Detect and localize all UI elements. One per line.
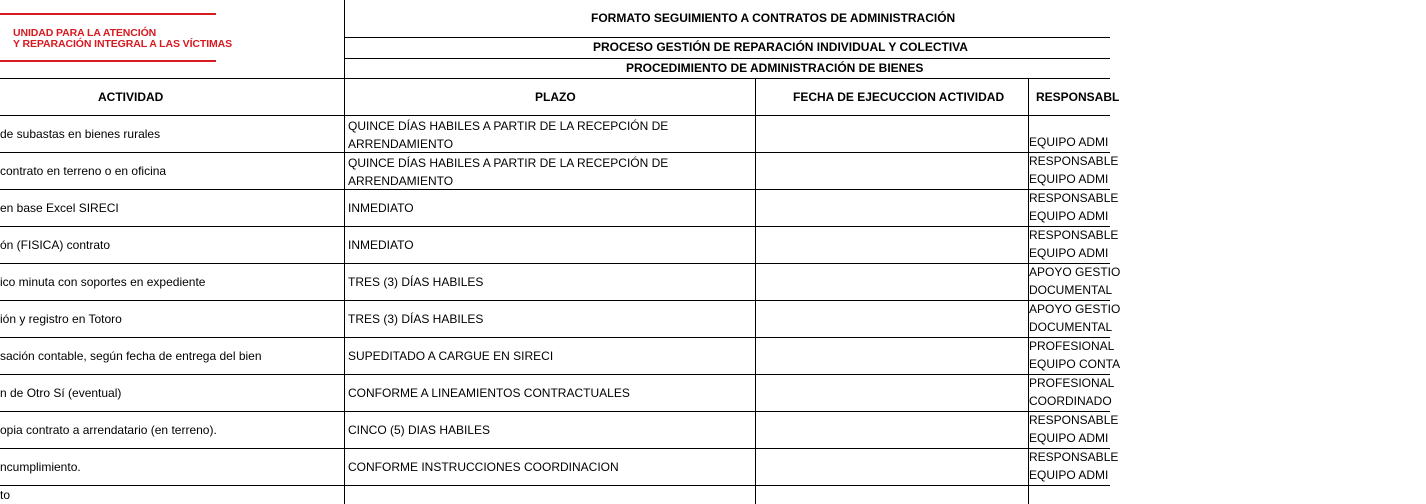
plazo-cell[interactable] (348, 227, 754, 264)
responsable-text-2: EQUIPO CONTA (1029, 357, 1121, 371)
responsable-text: PROFESIONAL (1029, 376, 1115, 390)
plazo-text-2: ARRENDAMIENTO (348, 174, 454, 188)
actividad-cell[interactable] (0, 412, 343, 449)
responsable-cell[interactable] (1029, 411, 1119, 448)
responsable-text: APOYO GESTIO (1029, 265, 1121, 279)
plazo-cell[interactable] (348, 116, 754, 153)
actividad-cell[interactable] (0, 486, 343, 504)
table-row (0, 227, 1119, 264)
column-header-plazo[interactable]: PLAZO (535, 90, 576, 104)
plazo-text: TRES (3) DÍAS HABILES (348, 312, 484, 326)
actividad-text: opia contrato a arrendatario (en terreno). (0, 423, 217, 437)
responsable-text: RESPONSABLE (1029, 228, 1119, 242)
column-header-fecha[interactable]: FECHA DE EJECUCCION ACTIVIDAD (793, 90, 1005, 104)
actividad-cell[interactable] (0, 338, 343, 375)
table-row (0, 153, 1119, 190)
table-row (0, 190, 1119, 227)
plazo-text: QUINCE DÍAS HABILES A PARTIR DE LA RECEPCIÓN DE (348, 156, 669, 170)
responsable-cell[interactable] (1029, 189, 1119, 226)
grid-line (0, 78, 1110, 79)
responsable-cell[interactable] (1029, 337, 1119, 374)
actividad-text: ico minuta con soportes en expediente (0, 275, 206, 289)
actividad-cell[interactable] (0, 375, 343, 412)
plazo-cell[interactable] (348, 375, 754, 412)
actividad-text: de subastas en bienes rurales (0, 127, 161, 141)
grid-line (344, 37, 1110, 38)
plazo-cell[interactable] (348, 190, 754, 227)
responsable-text (1029, 115, 1229, 133)
plazo-text: TRES (3) DÍAS HABILES (348, 275, 484, 289)
responsable-text: RESPONSABLE (1029, 154, 1119, 168)
responsable-text-2: EQUIPO ADMI (1029, 135, 1109, 149)
procedure-title: PROCEDIMIENTO DE ADMINISTRACIÓN DE BIENES (626, 61, 924, 75)
plazo-text: INMEDIATO (348, 238, 414, 252)
grid-line (344, 58, 1110, 59)
plazo-text: SUPEDITADO A CARGUE EN SIRECI (348, 349, 554, 363)
responsable-cell[interactable] (1029, 448, 1119, 485)
actividad-cell[interactable] (0, 190, 343, 227)
actividad-cell[interactable] (0, 449, 343, 486)
responsable-text-2: EQUIPO ADMI (1029, 172, 1109, 186)
table-row (0, 264, 1121, 301)
plazo-text: CONFORME INSTRUCCIONES COORDINACION (348, 460, 619, 474)
responsable-text-2: DOCUMENTAL (1029, 283, 1113, 297)
responsable-text: RESPONSABLE (1029, 191, 1119, 205)
plazo-text: CINCO (5) DIAS HABILES (348, 423, 491, 437)
table-row (0, 116, 1110, 153)
logo-top-rule (0, 13, 216, 15)
plazo-cell[interactable] (348, 338, 754, 375)
actividad-text: n de Otro Sí (eventual) (0, 386, 122, 400)
table-row (0, 301, 1121, 338)
plazo-cell[interactable] (348, 449, 754, 486)
actividad-cell[interactable] (0, 264, 343, 301)
process-title: PROCESO GESTIÓN DE REPARACIÓN INDIVIDUAL Y COLECTIVA (593, 40, 968, 54)
actividad-text: ión y registro en Totoro (0, 312, 122, 326)
table-row (0, 412, 1119, 449)
format-title: FORMATO SEGUIMIENTO A CONTRATOS DE ADMINISTRACIÓN (591, 11, 956, 25)
actividad-text: en base Excel SIRECI (0, 201, 119, 215)
plazo-cell[interactable] (348, 153, 754, 190)
plazo-text: INMEDIATO (348, 201, 414, 215)
responsable-cell[interactable] (1029, 374, 1119, 411)
actividad-text: ón (FISICA) contrato (0, 238, 111, 252)
responsable-cell[interactable] (1029, 226, 1119, 263)
responsable-cell[interactable] (1029, 152, 1119, 189)
logo-line-2: Y REPARACIÓN INTEGRAL A LAS VÍCTIMAS (13, 38, 233, 50)
actividad-text: sación contable, según fecha de entrega del bien (0, 349, 262, 363)
plazo-text: QUINCE DÍAS HABILES A PARTIR DE LA RECEPCIÓN DE (348, 119, 669, 133)
plazo-text: CONFORME A LINEAMIENTOS CONTRACTUALES (348, 386, 630, 400)
actividad-text: contrato en terreno o en oficina (0, 164, 167, 178)
responsable-text: RESPONSABLE (1029, 450, 1119, 464)
table-row (0, 375, 1115, 412)
plazo-cell[interactable] (348, 264, 754, 301)
table-row (0, 449, 1119, 486)
column-header-actividad[interactable]: ACTIVIDAD (98, 90, 164, 104)
plazo-cell[interactable] (348, 412, 754, 449)
actividad-text: ncumplimiento. (0, 460, 81, 474)
responsable-text-2: EQUIPO ADMI (1029, 468, 1109, 482)
responsable-cell[interactable] (1029, 115, 1119, 152)
actividad-text: to (0, 488, 11, 502)
responsable-text-2: EQUIPO ADMI (1029, 209, 1109, 223)
responsable-text-2: EQUIPO ADMI (1029, 246, 1109, 260)
logo-bottom-rule (0, 60, 216, 62)
responsable-text-2: EQUIPO ADMI (1029, 431, 1109, 445)
responsable-text-2: DOCUMENTAL (1029, 320, 1113, 334)
responsable-text: APOYO GESTIO (1029, 302, 1121, 316)
responsable-cell[interactable] (1029, 300, 1119, 337)
table-row (0, 486, 1110, 504)
responsable-cell[interactable] (1029, 263, 1119, 300)
actividad-cell[interactable] (0, 227, 343, 264)
responsable-text: PROFESIONAL (1029, 339, 1115, 353)
responsable-text-2: COORDINADO (1029, 394, 1112, 408)
table-row (0, 338, 1121, 375)
plazo-text-2: ARRENDAMIENTO (348, 137, 454, 151)
actividad-cell[interactable] (0, 301, 343, 338)
actividad-cell[interactable] (0, 116, 343, 153)
actividad-cell[interactable] (0, 153, 343, 190)
column-header-responsable[interactable]: RESPONSABL (1036, 90, 1120, 104)
responsable-text: RESPONSABLE (1029, 413, 1119, 427)
logo-line-1: UNIDAD PARA LA ATENCIÓN (13, 27, 157, 39)
plazo-cell[interactable] (348, 301, 754, 338)
